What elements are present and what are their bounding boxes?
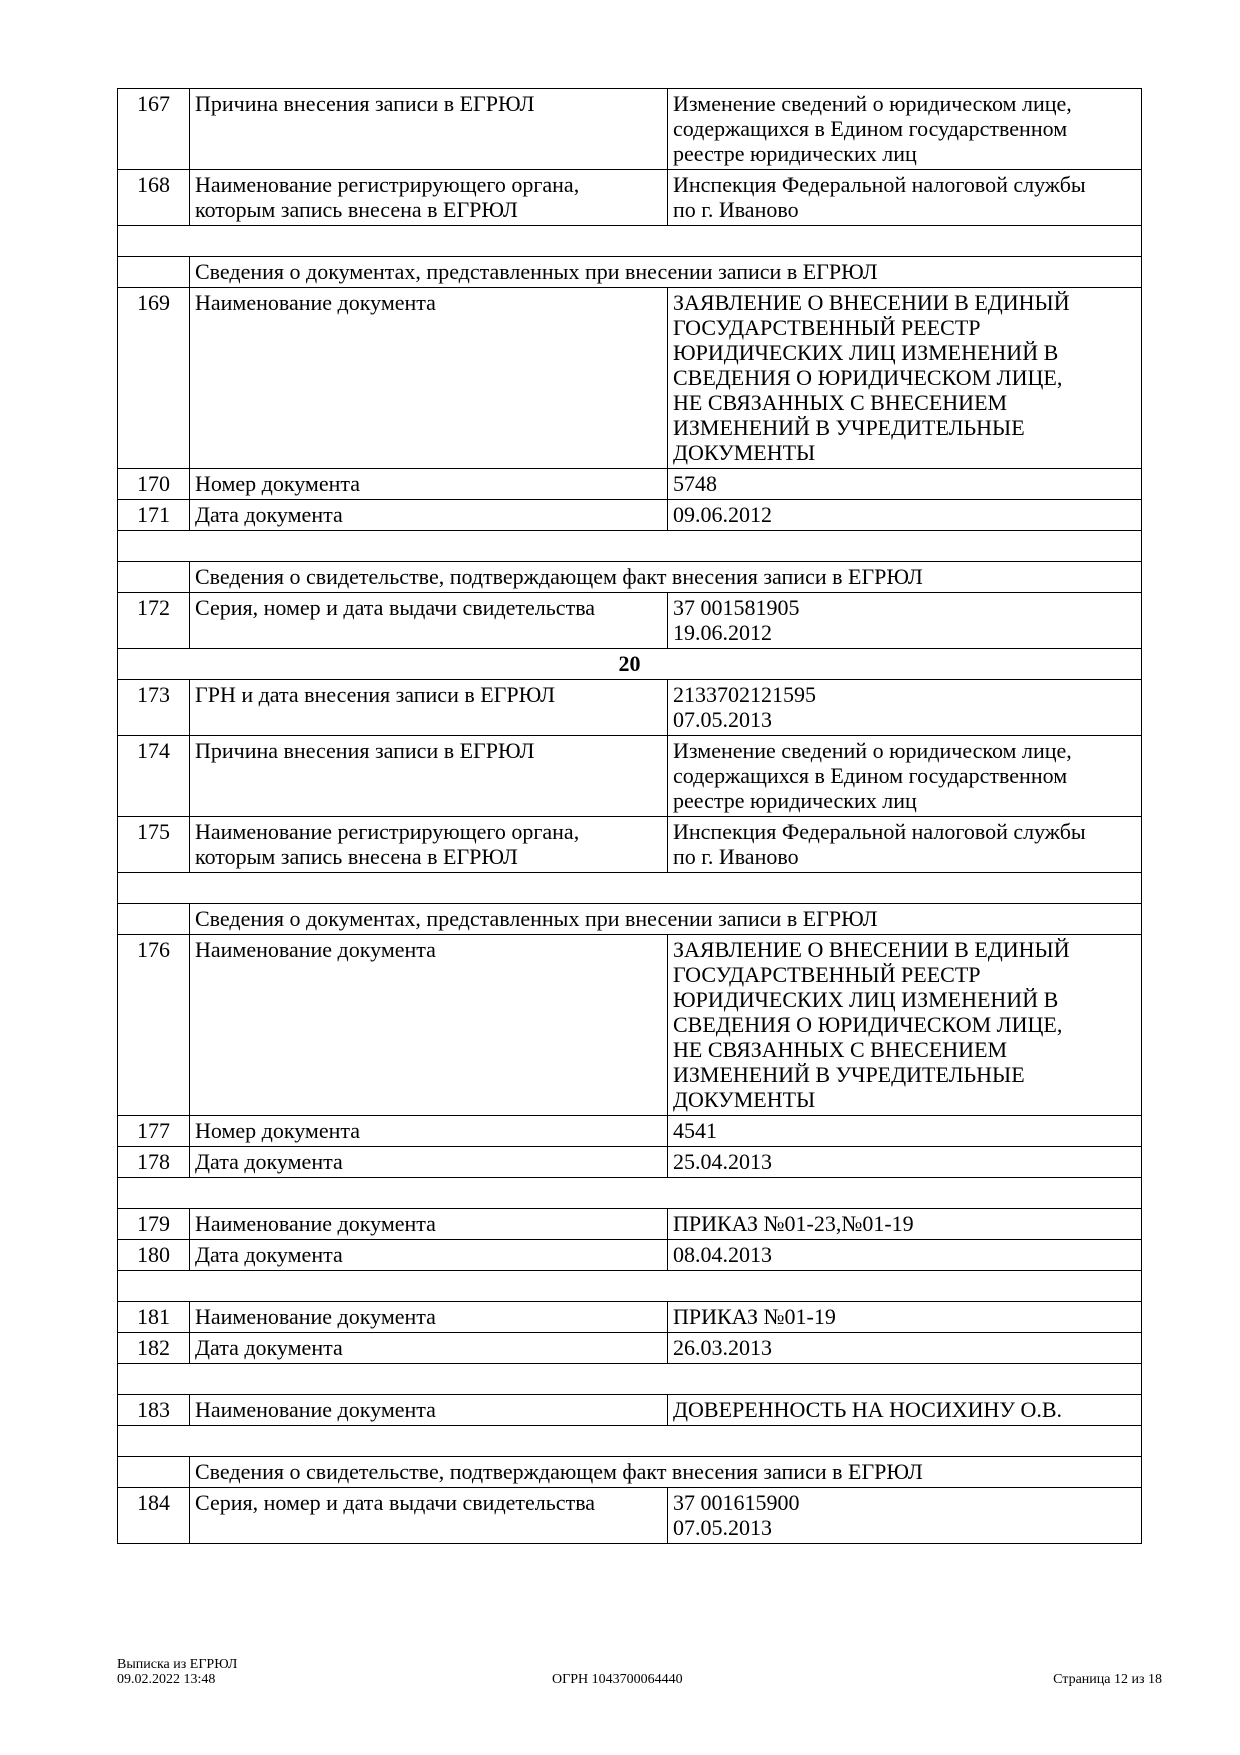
row-label: Наименование регистрирующего органа, которым запись внесена в ЕГРЮЛ (190, 170, 668, 226)
row-label: Дата документа (190, 1333, 668, 1364)
blank-cell (118, 1364, 1142, 1395)
row-label: Наименование документа (190, 1395, 668, 1426)
table-row (118, 1488, 1142, 1544)
blank-row (118, 1364, 1142, 1395)
row-label: Серия, номер и дата выдачи свидетельства (190, 1488, 668, 1544)
row-label: Номер документа (190, 1116, 668, 1147)
table-row (118, 1240, 1142, 1271)
table-row (118, 1147, 1142, 1178)
row-number: 167 (118, 89, 190, 170)
page-footer (117, 1657, 1162, 1697)
row-value: ПРИКАЗ №01-19 (668, 1302, 1142, 1333)
row-label: Причина внесения записи в ЕГРЮЛ (190, 89, 668, 170)
footer-ogrn: ОГРН 1043700064440 (552, 1672, 683, 1687)
row-value: Инспекция Федеральной налоговой службы по г. Иваново (668, 817, 1142, 873)
section-header-row (118, 562, 1142, 593)
row-value: ДОВЕРЕННОСТЬ НА НОСИХИНУ О.В. (668, 1395, 1142, 1426)
table-row (118, 1209, 1142, 1240)
row-label: Серия, номер и дата выдачи свидетельства (190, 593, 668, 649)
row-value: 2133702121595 07.05.2013 (668, 680, 1142, 736)
blank-row (118, 226, 1142, 257)
row-label: Наименование документа (190, 288, 668, 469)
row-number: 173 (118, 680, 190, 736)
row-value: 37 001615900 07.05.2013 (668, 1488, 1142, 1544)
row-value: ЗАЯВЛЕНИЕ О ВНЕСЕНИИ В ЕДИНЫЙ ГОСУДАРСТВЕННЫЙ РЕЕСТР ЮРИДИЧЕСКИХ ЛИЦ ИЗМЕНЕНИЙ В СВЕДЕНИЯ О ЮРИДИЧЕСКОМ ЛИЦЕ, НЕ СВЯЗАННЫХ С ВНЕСЕНИЕМ ИЗМЕНЕНИЙ В УЧРЕДИТЕЛЬНЫЕ ДОКУМЕНТЫ (668, 935, 1142, 1116)
row-value: 08.04.2013 (668, 1240, 1142, 1271)
row-number: 180 (118, 1240, 190, 1271)
row-label: Дата документа (190, 1147, 668, 1178)
table-row (118, 1395, 1142, 1426)
section-header-row (118, 904, 1142, 935)
row-number (118, 257, 190, 288)
footer-doc-title: Выписка из ЕГРЮЛ (117, 1657, 238, 1672)
row-number: 169 (118, 288, 190, 469)
row-label: Наименование документа (190, 935, 668, 1116)
row-number: 176 (118, 935, 190, 1116)
blank-cell (118, 1178, 1142, 1209)
row-number: 179 (118, 1209, 190, 1240)
row-value: 09.06.2012 (668, 500, 1142, 531)
blank-cell (118, 1426, 1142, 1457)
blank-row (118, 873, 1142, 904)
row-number: 172 (118, 593, 190, 649)
footer-page-number: Страница 12 из 18 (1053, 1672, 1162, 1687)
table-row (118, 500, 1142, 531)
row-number: 183 (118, 1395, 190, 1426)
row-number: 175 (118, 817, 190, 873)
row-label: Наименование регистрирующего органа, которым запись внесена в ЕГРЮЛ (190, 817, 668, 873)
row-label: ГРН и дата внесения записи в ЕГРЮЛ (190, 680, 668, 736)
row-value: Изменение сведений о юридическом лице, содержащихся в Едином государственном реестре юридических лиц (668, 89, 1142, 170)
row-label: Наименование документа (190, 1209, 668, 1240)
row-value: 26.03.2013 (668, 1333, 1142, 1364)
row-number: 182 (118, 1333, 190, 1364)
table-row (118, 736, 1142, 817)
row-value: 25.04.2013 (668, 1147, 1142, 1178)
row-label: Причина внесения записи в ЕГРЮЛ (190, 736, 668, 817)
footer-left (117, 1657, 237, 1687)
table-row (118, 89, 1142, 170)
row-number: 170 (118, 469, 190, 500)
row-number: 177 (118, 1116, 190, 1147)
table-row (118, 170, 1142, 226)
section-header: Сведения о документах, представленных при внесении записи в ЕГРЮЛ (190, 904, 1142, 935)
row-value: ПРИКАЗ №01-23,№01-19 (668, 1209, 1142, 1240)
table-row (118, 288, 1142, 469)
row-label: Номер документа (190, 469, 668, 500)
row-number: 184 (118, 1488, 190, 1544)
egrul-table-body (118, 89, 1142, 1544)
row-value: ЗАЯВЛЕНИЕ О ВНЕСЕНИИ В ЕДИНЫЙ ГОСУДАРСТВЕННЫЙ РЕЕСТР ЮРИДИЧЕСКИХ ЛИЦ ИЗМЕНЕНИЙ В СВЕДЕНИЯ О ЮРИДИЧЕСКОМ ЛИЦЕ, НЕ СВЯЗАННЫХ С ВНЕСЕНИЕМ ИЗМЕНЕНИЙ В УЧРЕДИТЕЛЬНЫЕ ДОКУМЕНТЫ (668, 288, 1142, 469)
blank-cell (118, 531, 1142, 562)
row-number: 171 (118, 500, 190, 531)
record-group-row (118, 649, 1142, 680)
row-value: 37 001581905 19.06.2012 (668, 593, 1142, 649)
section-header-row (118, 1457, 1142, 1488)
table-row (118, 593, 1142, 649)
table-row (118, 1333, 1142, 1364)
table-row (118, 1116, 1142, 1147)
row-number (118, 562, 190, 593)
row-number: 181 (118, 1302, 190, 1333)
row-value: 4541 (668, 1116, 1142, 1147)
section-header: Сведения о свидетельстве, подтверждающем факт внесения записи в ЕГРЮЛ (190, 1457, 1142, 1488)
row-value: Инспекция Федеральной налоговой службы по г. Иваново (668, 170, 1142, 226)
table-row (118, 817, 1142, 873)
row-label: Дата документа (190, 500, 668, 531)
blank-row (118, 1426, 1142, 1457)
row-number: 168 (118, 170, 190, 226)
blank-cell (118, 226, 1142, 257)
section-header-row (118, 257, 1142, 288)
record-group-number: 20 (118, 649, 1142, 680)
row-number: 178 (118, 1147, 190, 1178)
row-value: Изменение сведений о юридическом лице, содержащихся в Едином государственном реестре юридических лиц (668, 736, 1142, 817)
blank-row (118, 1271, 1142, 1302)
row-number (118, 904, 190, 935)
egrul-table (117, 88, 1142, 1544)
blank-row (118, 1178, 1142, 1209)
table-row (118, 469, 1142, 500)
blank-row (118, 531, 1142, 562)
footer-timestamp: 09.02.2022 13:48 (117, 1672, 216, 1687)
row-value: 5748 (668, 469, 1142, 500)
blank-cell (118, 873, 1142, 904)
blank-cell (118, 1271, 1142, 1302)
table-row (118, 680, 1142, 736)
table-row (118, 1302, 1142, 1333)
section-header: Сведения о документах, представленных при внесении записи в ЕГРЮЛ (190, 257, 1142, 288)
row-label: Дата документа (190, 1240, 668, 1271)
section-header: Сведения о свидетельстве, подтверждающем факт внесения записи в ЕГРЮЛ (190, 562, 1142, 593)
row-label: Наименование документа (190, 1302, 668, 1333)
row-number (118, 1457, 190, 1488)
row-number: 174 (118, 736, 190, 817)
document-page (117, 88, 1141, 1544)
table-row (118, 935, 1142, 1116)
